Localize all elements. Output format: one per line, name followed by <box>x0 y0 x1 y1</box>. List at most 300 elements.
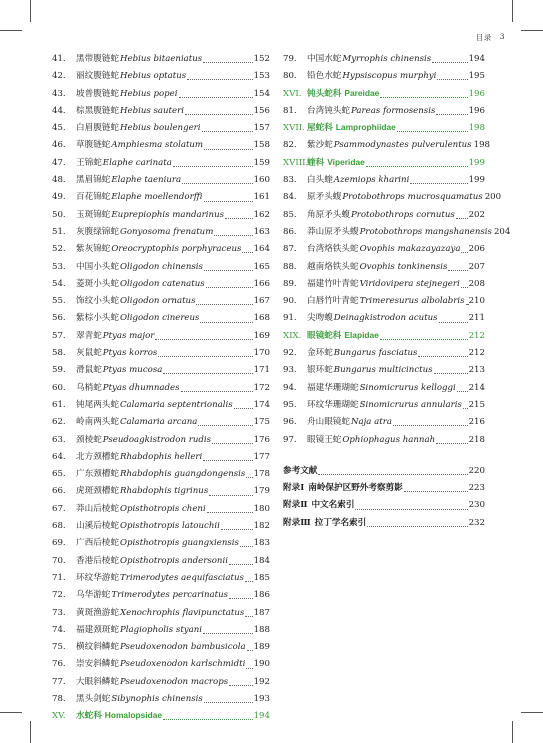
toc-family-entry[interactable] <box>283 121 485 138</box>
entry-chinese-name: 广东颈槽蛇 <box>76 469 119 480</box>
toc-species-entry[interactable] <box>52 329 270 346</box>
entry-page-number: 176 <box>253 434 270 445</box>
dot-leader <box>242 252 252 253</box>
dot-leader <box>355 509 467 510</box>
entry-page-number: 202 <box>468 209 485 220</box>
toc-species-entry[interactable] <box>52 467 270 484</box>
toc-species-entry[interactable] <box>52 190 270 207</box>
toc-species-entry[interactable] <box>283 433 485 450</box>
entry-number: 91. <box>283 313 297 324</box>
entry-number: 74. <box>52 624 66 635</box>
dot-leader <box>366 166 468 167</box>
entry-page-number: 161 <box>253 192 270 203</box>
entry-chinese-name: 角原矛头蝮 <box>307 209 350 220</box>
appendix-title: 参考文献 <box>283 465 318 476</box>
entry-number: 97. <box>283 434 297 445</box>
entry-page-number: 194 <box>468 54 485 64</box>
entry-scientific-name: Trimeresurus albolabris <box>359 296 465 307</box>
dot-leader <box>221 529 253 530</box>
entry-scientific-name: Protobothrops mucrosquamatus <box>342 192 483 203</box>
entry-chinese-name: 崇安斜鳞蛇 <box>76 659 119 670</box>
toc-species-entry[interactable] <box>283 294 485 311</box>
toc-species-entry[interactable] <box>52 692 270 709</box>
entry-number: 88. <box>283 261 297 272</box>
entry-chinese-name: 银环蛇 <box>307 365 333 376</box>
toc-species-entry[interactable] <box>52 277 270 294</box>
entry-chinese-name: 黑带腹链蛇 <box>76 54 119 64</box>
toc-species-entry[interactable] <box>52 519 270 536</box>
entry-number: 73. <box>52 607 66 618</box>
toc-species-entry[interactable] <box>52 104 270 121</box>
toc-back-matter-entry[interactable] <box>283 481 485 498</box>
entry-page-number: 157 <box>253 123 270 134</box>
entry-chinese-name: 岭南两头蛇 <box>76 417 119 428</box>
entry-scientific-name: Ptyas korros <box>102 348 158 359</box>
toc-species-entry[interactable] <box>52 623 270 640</box>
entry-scientific-name: Ptyas major <box>102 330 155 341</box>
header-page-number: 3 <box>499 32 505 41</box>
entry-number: 85. <box>283 209 297 220</box>
toc-species-entry[interactable] <box>283 415 485 432</box>
entry-page-number: 162 <box>253 209 270 220</box>
dot-leader <box>203 460 252 461</box>
entry-number: 43. <box>52 88 66 99</box>
toc-family-entry[interactable] <box>283 156 485 173</box>
entry-page-number: 189 <box>253 642 270 653</box>
entry-number: 82. <box>283 140 297 151</box>
toc-species-entry[interactable] <box>283 52 485 69</box>
toc-family-entry[interactable] <box>283 329 485 346</box>
toc-species-entry[interactable] <box>52 294 270 311</box>
entry-page-number: 160 <box>253 175 270 186</box>
entry-scientific-name: Ptyas dhumnades <box>102 382 180 393</box>
entry-chinese-name: 紫沙蛇 <box>307 140 333 151</box>
entry-page-number: 220 <box>468 465 485 476</box>
entry-page-number: 196 <box>468 88 485 99</box>
entry-scientific-name: Deinagkistrodon acutus <box>333 313 438 324</box>
toc-species-entry[interactable] <box>283 311 485 328</box>
entry-page-number: 218 <box>468 434 485 445</box>
toc-species-entry[interactable] <box>52 121 270 138</box>
entry-page-number: 184 <box>253 555 270 566</box>
entry-scientific-name: Azemiops kharini <box>333 175 410 186</box>
entry-number: 87. <box>283 244 297 255</box>
dot-leader <box>318 474 467 475</box>
entry-chinese-name: 黑眉锦蛇 <box>76 175 111 186</box>
dot-leader <box>240 546 253 547</box>
entry-scientific-name: Oreocryptophis porphyraceus <box>111 244 242 255</box>
entry-page-number: 190 <box>253 659 270 670</box>
entry-page-number: 211 <box>468 313 485 324</box>
entry-scientific-name: Plagiopholis styani <box>119 624 203 635</box>
toc-species-entry[interactable] <box>283 381 485 398</box>
entry-chinese-name: 水蛇科 <box>76 711 102 722</box>
toc-species-entry[interactable] <box>52 260 270 277</box>
toc-species-entry[interactable] <box>52 346 270 363</box>
entry-chinese-name: 白头蝰 <box>307 175 333 186</box>
toc-back-matter-entry[interactable] <box>283 516 485 533</box>
entry-page-number: 156 <box>253 105 270 116</box>
dot-leader <box>432 62 467 63</box>
entry-chinese-name: 蝰科 <box>307 157 325 168</box>
entry-chinese-name: 饰纹小头蛇 <box>76 296 119 307</box>
entry-scientific-name: Naja atra <box>350 417 392 428</box>
toc-species-entry[interactable] <box>52 675 270 692</box>
entry-page-number: 175 <box>253 417 270 428</box>
entry-number: 61. <box>52 399 66 410</box>
section-gap <box>283 450 485 464</box>
entry-page-number: 212 <box>468 348 485 359</box>
entry-chinese-name: 福建华珊瑚蛇 <box>307 382 359 393</box>
entry-chinese-name: 屋蛇科 <box>307 123 333 134</box>
toc-back-matter-entry[interactable] <box>283 498 485 515</box>
toc-species-entry[interactable] <box>283 208 485 225</box>
entry-scientific-name: Rhabdophis guangdongensis <box>119 469 246 480</box>
dot-leader <box>245 581 253 582</box>
toc-species-entry[interactable] <box>283 225 511 242</box>
entry-scientific-name: Hebius sauteri <box>119 105 184 116</box>
dot-leader <box>225 218 253 219</box>
toc-species-entry[interactable] <box>52 173 270 190</box>
entry-scientific-name: Bungarus fasciatus <box>333 348 418 359</box>
entry-chinese-name: 眼镜王蛇 <box>307 434 342 445</box>
appendix-label: 附录Ⅲ <box>283 517 311 528</box>
toc-species-entry[interactable] <box>283 346 485 363</box>
appendix-label: 附录Ⅰ <box>283 483 305 494</box>
entry-chinese-name: 眼镜蛇科 <box>307 330 342 341</box>
dot-leader <box>182 183 252 184</box>
entry-number: 79. <box>283 54 297 64</box>
toc-species-entry[interactable] <box>52 536 270 553</box>
entry-number: 93. <box>283 365 297 376</box>
dot-leader <box>155 339 252 340</box>
dot-leader <box>185 114 253 115</box>
entry-number: 45. <box>52 123 66 134</box>
entry-number: XVI. <box>283 88 302 99</box>
crop-mark-bottom-left-v <box>30 721 31 743</box>
dot-leader <box>198 425 252 426</box>
entry-number: 44. <box>52 105 66 116</box>
entry-chinese-name: 莽山后棱蛇 <box>76 503 119 514</box>
entry-chinese-name: 白唇竹叶青蛇 <box>307 296 359 307</box>
entry-chinese-name: 原矛头蝮 <box>307 192 342 203</box>
entry-chinese-name: 钝尾两头蛇 <box>76 399 119 410</box>
toc-species-entry[interactable] <box>283 173 485 190</box>
entry-number: 81. <box>283 105 297 116</box>
dot-leader <box>203 633 253 634</box>
entry-chinese-name: 灰鼠蛇 <box>76 348 102 359</box>
toc-species-entry[interactable] <box>52 52 270 69</box>
toc-species-entry[interactable] <box>283 398 485 415</box>
dot-leader <box>200 322 252 323</box>
toc-species-entry[interactable] <box>52 138 270 155</box>
dot-leader <box>181 391 253 392</box>
dot-leader <box>448 270 467 271</box>
entry-page-number: 180 <box>253 503 270 514</box>
toc-species-entry[interactable] <box>52 484 270 501</box>
entry-page-number: 187 <box>253 607 270 618</box>
toc-species-entry[interactable] <box>52 242 270 259</box>
toc-species-entry[interactable] <box>52 398 270 415</box>
entry-scientific-name: Pseudoxenodon karlschmidti <box>119 659 246 670</box>
toc-species-entry[interactable] <box>52 311 270 328</box>
toc-family-entry[interactable] <box>52 709 270 726</box>
entry-number: 80. <box>283 71 297 82</box>
entry-scientific-name: Opisthotropis guangxiensis <box>119 538 239 549</box>
entry-chinese-name: 白眉腹链蛇 <box>76 123 119 134</box>
dot-leader <box>439 322 468 323</box>
entry-page-number: 165 <box>253 261 270 272</box>
entry-number: 76. <box>52 659 66 670</box>
entry-number: 59. <box>52 365 66 376</box>
toc-species-entry[interactable] <box>52 640 270 657</box>
toc-species-entry[interactable] <box>52 208 270 225</box>
entry-number: 69. <box>52 538 66 549</box>
toc-species-entry[interactable] <box>52 606 270 623</box>
entry-chinese-name: 钝头蛇科 <box>307 88 342 99</box>
entry-page-number: 167 <box>253 296 270 307</box>
toc-species-entry[interactable] <box>52 87 270 104</box>
entry-chinese-name: 福建颈斑蛇 <box>76 624 119 635</box>
entry-number: 51. <box>52 226 66 237</box>
entry-page-number: 163 <box>253 226 270 237</box>
dot-leader <box>436 443 467 444</box>
entry-number: 66. <box>52 486 66 497</box>
running-header <box>476 32 505 43</box>
entry-page-number: 213 <box>468 365 485 376</box>
toc-species-entry[interactable] <box>52 381 270 398</box>
toc-species-entry[interactable] <box>283 190 502 207</box>
entry-chinese-name: 紫灰锦蛇 <box>76 244 111 255</box>
entry-chinese-name: 台湾烙铁头蛇 <box>307 244 359 255</box>
toc-species-entry[interactable] <box>283 138 491 155</box>
entry-family-name: Viperidae <box>327 156 365 167</box>
dot-leader <box>234 408 253 409</box>
entry-chinese-name: 翠青蛇 <box>76 330 102 341</box>
appendix-title: 拉丁学名索引 <box>314 517 367 528</box>
toc-species-entry[interactable] <box>52 415 270 432</box>
dot-leader <box>461 287 468 288</box>
entry-scientific-name: Elaphe moellendorffi <box>111 192 203 203</box>
entry-number: 78. <box>52 693 66 704</box>
toc-species-entry[interactable] <box>52 657 270 674</box>
entry-scientific-name: Sinomicrurus annularis <box>359 399 462 410</box>
dot-leader <box>437 79 467 80</box>
toc-species-entry[interactable] <box>283 260 485 277</box>
entry-scientific-name: Ovophis makazayazaya <box>359 244 461 255</box>
entry-page-number: 204 <box>493 226 511 237</box>
entry-number: XIX. <box>283 330 302 341</box>
dot-leader <box>246 477 252 478</box>
dot-leader <box>229 598 253 599</box>
toc-species-entry[interactable] <box>52 156 270 173</box>
entry-chinese-name: 广西后棱蛇 <box>76 538 119 549</box>
toc-species-entry[interactable] <box>52 502 270 519</box>
crop-mark-bottom-right <box>521 712 543 713</box>
entry-scientific-name: Hebius popei <box>119 88 178 99</box>
crop-mark-top-left-v <box>30 0 31 22</box>
appendix-label: 附录Ⅱ <box>283 500 308 511</box>
entry-scientific-name: Gonyosoma frenatum <box>119 226 214 237</box>
entry-family-name: Pareidae <box>344 87 380 98</box>
entry-page-number: 174 <box>253 399 270 410</box>
dot-leader <box>404 491 468 492</box>
entry-chinese-name: 中国小头蛇 <box>76 261 119 272</box>
dot-leader <box>204 270 253 271</box>
entry-chinese-name: 灰腹绿锦蛇 <box>76 226 119 237</box>
entry-chinese-name: 黄斑渔游蛇 <box>76 607 119 618</box>
entry-chinese-name: 福建竹叶青蛇 <box>307 278 359 289</box>
entry-chinese-name: 黑头剑蛇 <box>76 693 111 704</box>
entry-scientific-name: Protobothrops mangshanensis <box>359 226 492 237</box>
crop-mark-bottom-left <box>0 712 22 713</box>
toc-family-entry[interactable] <box>283 87 485 104</box>
entry-chinese-name: 舟山眼镜蛇 <box>307 417 350 428</box>
dot-leader <box>163 719 253 720</box>
toc-species-entry[interactable] <box>283 242 485 259</box>
dot-leader <box>203 62 252 63</box>
toc-back-matter-entry[interactable] <box>283 464 485 481</box>
entry-number: XV. <box>52 711 66 722</box>
entry-number: 70. <box>52 555 66 566</box>
entry-scientific-name: Sinomicrurus kelloggi <box>359 382 456 393</box>
entry-number: XVIII. <box>283 157 309 168</box>
entry-page-number: 200 <box>484 192 502 203</box>
toc-species-entry[interactable] <box>52 433 270 450</box>
toc-species-entry[interactable] <box>52 363 270 380</box>
dot-leader <box>206 287 253 288</box>
entry-chinese-name: 百花锦蛇 <box>76 192 111 203</box>
dot-leader <box>463 408 468 409</box>
dot-leader <box>461 252 467 253</box>
toc-species-entry[interactable] <box>283 363 485 380</box>
entry-number: 84. <box>283 192 297 203</box>
entry-number: 58. <box>52 348 66 359</box>
entry-scientific-name: Opisthotropis latouchii <box>119 521 220 532</box>
toc-species-entry[interactable] <box>52 588 270 605</box>
entry-scientific-name: Amphiesma stolatum <box>111 140 204 151</box>
entry-number: 54. <box>52 278 66 289</box>
dot-leader <box>247 650 253 651</box>
toc-species-entry[interactable] <box>283 104 485 121</box>
dot-leader <box>380 97 467 98</box>
entry-page-number: 198 <box>468 123 485 134</box>
dot-leader <box>367 526 467 527</box>
entry-number: 49. <box>52 192 66 203</box>
entry-scientific-name: Xenochrophis flavipunctatus <box>119 607 245 618</box>
entry-family-name: Elapidae <box>344 329 379 340</box>
entry-number: 41. <box>52 54 66 64</box>
dot-leader <box>212 443 253 444</box>
toc-species-entry[interactable] <box>52 571 270 588</box>
entry-page-number: 212 <box>468 330 485 341</box>
toc-species-entry[interactable] <box>52 554 270 571</box>
entry-page-number: 168 <box>253 313 270 324</box>
entry-number: 62. <box>52 417 66 428</box>
entry-scientific-name: Pseudoxenodon bambusicola <box>119 642 246 653</box>
entry-page-number: 152 <box>253 54 270 64</box>
entry-page-number: 214 <box>468 382 485 393</box>
entry-scientific-name: Hebius optatus <box>119 71 187 82</box>
entry-scientific-name: Protobothrops cornutus <box>350 209 455 220</box>
dot-leader <box>209 495 252 496</box>
entry-chinese-name: 铅色水蛇 <box>307 71 342 82</box>
entry-page-number: 186 <box>253 590 270 601</box>
dot-leader <box>187 79 252 80</box>
entry-page-number: 177 <box>253 451 270 462</box>
entry-scientific-name: Pareas formosensis <box>350 105 436 116</box>
entry-chinese-name: 乌华游蛇 <box>76 590 111 601</box>
toc-species-entry[interactable] <box>52 225 270 242</box>
entry-chinese-name: 王锦蛇 <box>76 157 102 168</box>
entry-scientific-name: Opisthotropis andersonii <box>119 555 228 566</box>
entry-number: 89. <box>283 278 297 289</box>
entry-scientific-name: Myrrophis chinensis <box>342 54 432 64</box>
dot-leader <box>158 356 252 357</box>
dot-leader <box>204 201 253 202</box>
toc-species-entry[interactable] <box>52 450 270 467</box>
crop-mark-top-right <box>521 30 543 31</box>
toc-species-entry[interactable] <box>52 69 270 86</box>
entry-number: 83. <box>283 175 297 186</box>
entry-number: 50. <box>52 209 66 220</box>
entry-page-number: 223 <box>468 483 485 494</box>
entry-number: XVII. <box>283 123 305 134</box>
entry-page-number: 210 <box>468 296 485 307</box>
entry-scientific-name: Rhabdophis tigrinus <box>119 486 209 497</box>
toc-species-entry[interactable] <box>283 69 485 86</box>
entry-page-number: 230 <box>468 500 485 511</box>
entry-number: 67. <box>52 503 66 514</box>
entry-chinese-name: 香港后棱蛇 <box>76 555 119 566</box>
dot-leader <box>246 668 252 669</box>
entry-chinese-name: 乌梢蛇 <box>76 382 102 393</box>
entry-page-number: 199 <box>468 157 485 168</box>
dot-leader <box>229 564 253 565</box>
dot-leader <box>245 616 252 617</box>
entry-page-number: 192 <box>253 676 270 687</box>
toc-right-column <box>283 52 511 533</box>
dot-leader <box>380 339 468 340</box>
dot-leader <box>229 685 252 686</box>
entry-chinese-name: 大眼斜鳞蛇 <box>76 676 119 687</box>
dot-leader <box>163 373 252 374</box>
entry-chinese-name: 棕黑腹链蛇 <box>76 105 119 116</box>
entry-chinese-name: 颈棱蛇 <box>76 434 102 445</box>
entry-page-number: 164 <box>253 244 270 255</box>
entry-chinese-name: 金环蛇 <box>307 348 333 359</box>
dot-leader <box>214 235 252 236</box>
entry-chinese-name: 菱斑小头蛇 <box>76 278 119 289</box>
entry-number: 72. <box>52 590 66 601</box>
entry-scientific-name: Bungarus multicinctus <box>333 365 433 376</box>
entry-page-number: 158 <box>253 140 270 151</box>
dot-leader <box>179 97 253 98</box>
toc-species-entry[interactable] <box>283 277 485 294</box>
entry-number: 55. <box>52 296 66 307</box>
entry-scientific-name: Calamaria arcana <box>119 417 198 428</box>
entry-number: 53. <box>52 261 66 272</box>
entry-chinese-name: 丽纹腹链蛇 <box>76 71 119 82</box>
entry-number: 47. <box>52 157 66 168</box>
entry-number: 48. <box>52 175 66 186</box>
entry-chinese-name: 紫棕小头蛇 <box>76 313 119 324</box>
entry-page-number: 185 <box>253 572 270 583</box>
entry-scientific-name: Hypsiscopus murphyi <box>342 71 437 82</box>
entry-scientific-name: Ovophis tonkinensis <box>359 261 448 272</box>
entry-number: 94. <box>283 382 297 393</box>
entry-page-number: 188 <box>253 624 270 635</box>
